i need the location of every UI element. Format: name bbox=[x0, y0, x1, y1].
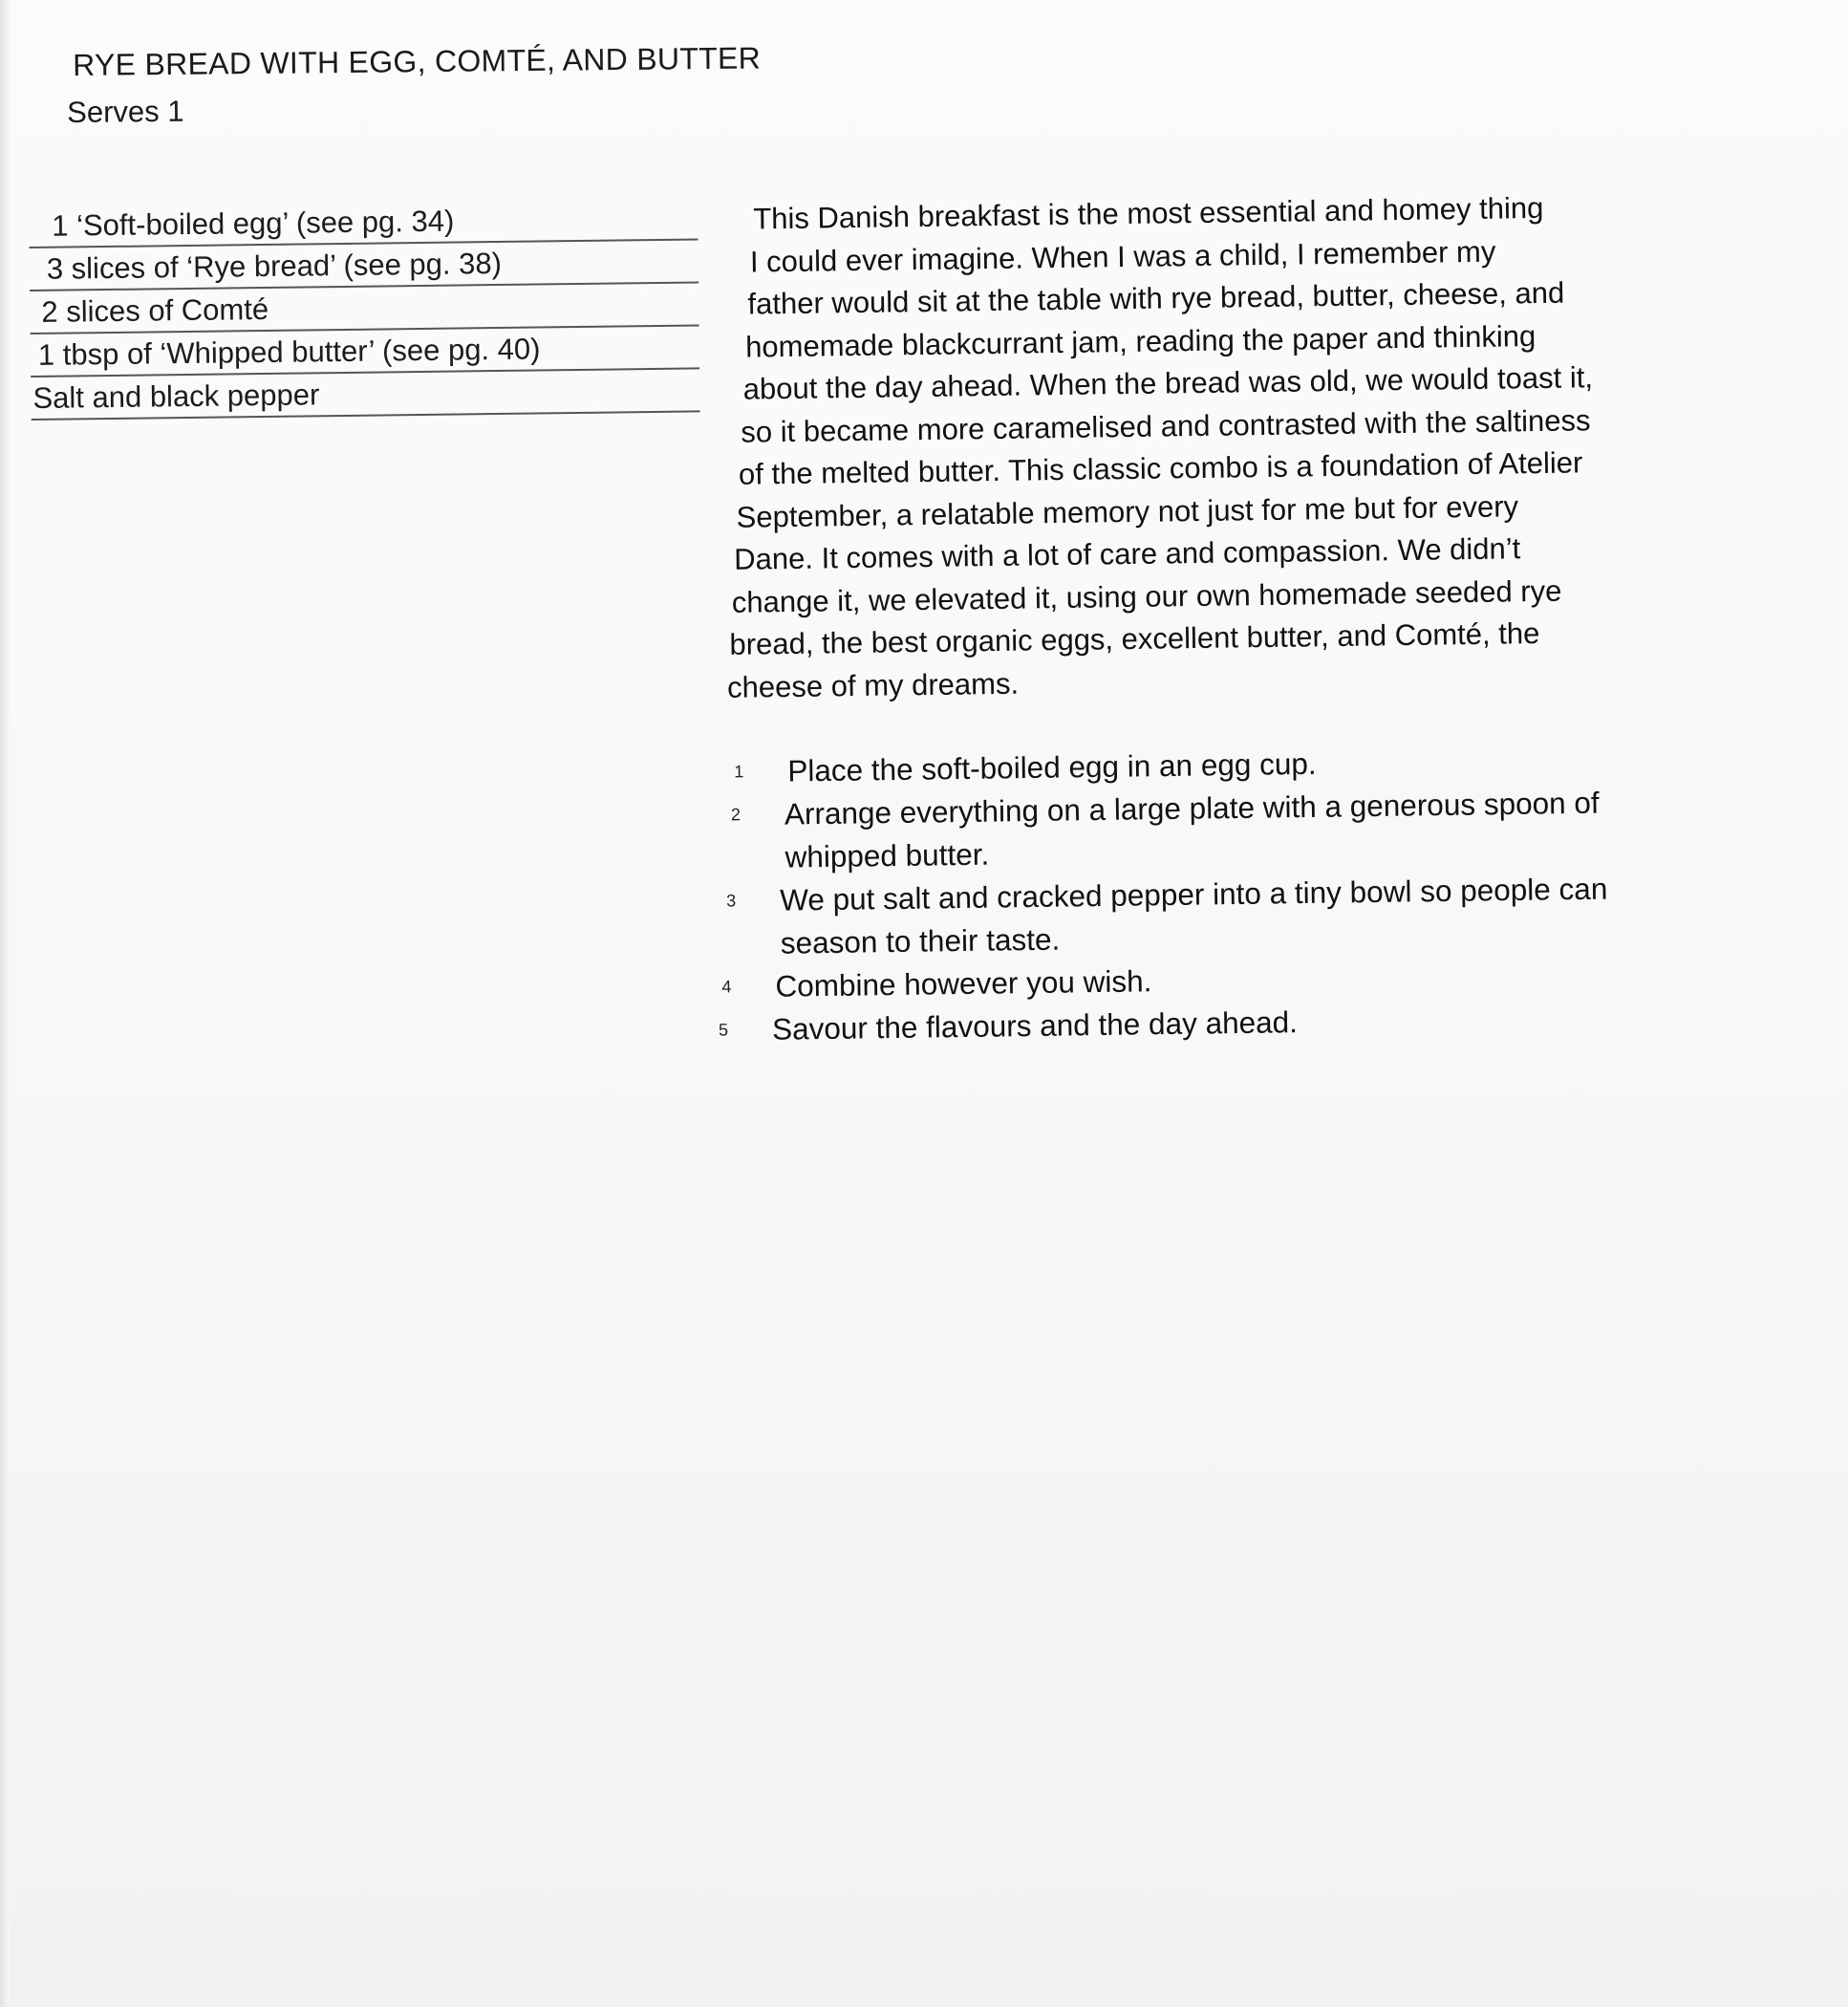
intro-line: Dane. It comes with a lot of care and compassion. We didn’t bbox=[734, 531, 1521, 576]
step-line: season to their taste. bbox=[780, 921, 1061, 960]
intro-line: of the melted butter. This classic combo is a foundation of Atelier bbox=[738, 445, 1583, 491]
intro-line: I could ever imagine. When I was a child, I remember my bbox=[749, 234, 1496, 279]
step-text bbox=[780, 868, 1608, 965]
step-number: 1 bbox=[734, 762, 744, 782]
step-line: whipped butter. bbox=[784, 836, 990, 874]
step-text bbox=[775, 960, 1152, 1007]
page-edge-shadow bbox=[0, 0, 10, 2007]
step-number: 4 bbox=[721, 977, 732, 997]
step-line: Savour the flavours and the day ahead. bbox=[771, 1004, 1299, 1047]
intro-line: September, a relatable memory not just for me but for every bbox=[736, 488, 1519, 534]
step-line: We put salt and cracked pepper into a tiny bowl so people can bbox=[779, 871, 1608, 917]
step-number: 5 bbox=[718, 1020, 729, 1040]
step-number: 2 bbox=[730, 805, 741, 825]
intro-paragraph bbox=[717, 184, 1736, 709]
intro-line: father would sit at the table with rye bread, butter, cheese, and bbox=[747, 275, 1565, 321]
step-text bbox=[772, 1001, 1298, 1051]
intro-line: change it, we elevated it, using our own homemade seeded rye bbox=[731, 573, 1562, 619]
ingredient-list bbox=[29, 197, 700, 421]
method-steps bbox=[688, 737, 1752, 1052]
method-step bbox=[690, 865, 1751, 965]
ingredient-item: 2 slices of Comté bbox=[30, 283, 698, 334]
ingredient-item: 1 ‘Soft-boiled egg’ (see pg. 34) bbox=[29, 197, 698, 248]
ingredient-item: 1 tbsp of ‘Whipped butter’ (see pg. 40) bbox=[31, 326, 699, 378]
step-line: Arrange everything on a large plate with a generous spoon of bbox=[784, 785, 1600, 831]
method-step bbox=[689, 779, 1751, 879]
intro-line: This Danish breakfast is the most essential and homey thing bbox=[753, 190, 1544, 236]
step-text bbox=[784, 782, 1601, 879]
ingredient-item: 3 slices of ‘Rye bread’ (see pg. 38) bbox=[30, 240, 698, 291]
ingredient-item: Salt and black pepper bbox=[31, 369, 699, 421]
step-number: 3 bbox=[726, 891, 737, 911]
intro-line: homemade blackcurrant jam, reading the paper and thinking bbox=[744, 318, 1536, 364]
recipe-title: RYE BREAD WITH EGG, COMTÉ, AND BUTTER bbox=[73, 40, 762, 82]
intro-line: bread, the best organic eggs, excellent butter, and Comté, the bbox=[729, 616, 1540, 661]
intro-line: so it became more caramelised and contrasted with the saltiness bbox=[741, 402, 1591, 449]
recipe-serves: Serves 1 bbox=[67, 94, 184, 129]
intro-line: about the day ahead. When the bread was old, we would toast it, bbox=[742, 360, 1594, 406]
step-line: Place the soft-boiled egg in an egg cup. bbox=[787, 745, 1317, 788]
step-line: Combine however you wish. bbox=[775, 963, 1152, 1004]
intro-line: cheese of my dreams. bbox=[726, 666, 1020, 704]
step-text bbox=[787, 743, 1317, 793]
